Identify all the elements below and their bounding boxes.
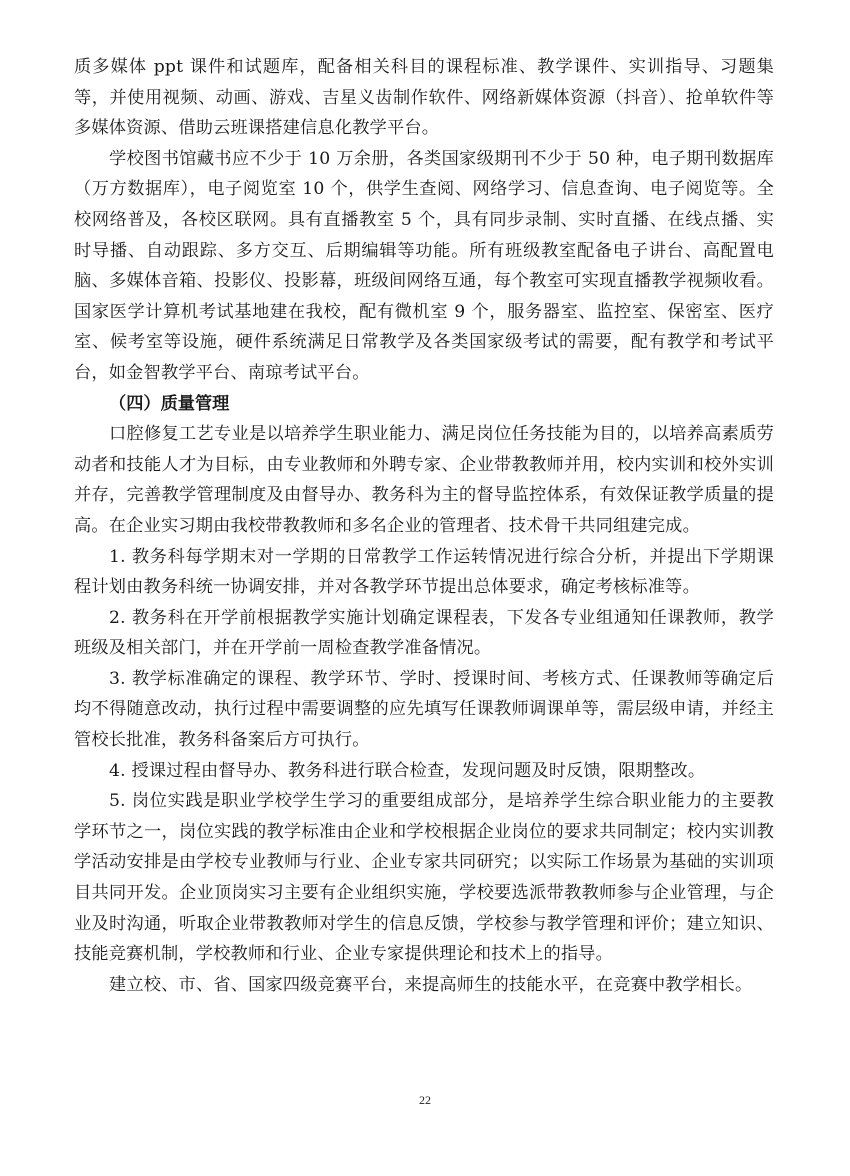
paragraph-item-4: 4. 授课过程由督导办、教务科进行联合检查，发现问题及时反馈，限期整改。 (109, 760, 706, 781)
paragraph-quality-overview: 口腔修复工艺专业是以培养学生职业能力、满足岗位任务技能为目的，以培养高素质劳动者和技能人才为目标，由专业教师和外聘专家、企业带教教师并用，校内实训和校外实训并存，完善教学管理制度及由督导办、教务科为主的督导监控体系，有效保证教学质量的提高。在企业实习期由我校带教教师和多名企业的管理者、技术骨干共同组建完成。 (74, 424, 774, 536)
page-body (74, 52, 774, 1000)
paragraph-item-2: 2. 教务科在开学前根据教学实施计划确定课程表，下发各专业组通知任课教师，教学班级及相关部门，并在开学前一周检查教学准备情况。 (74, 607, 774, 659)
paragraph-library-facilities: 学校图书馆藏书应不少于 10 万余册，各类国家级期刊不少于 50 种，电子期刊数据库（万方数据库），电子阅览室 10 个，供学生查阅、网络学习、信息查询、电子阅览等。全校网络普及，各校区联网。具有直播教室 5 个，具有同步录制、实时直播、在线点播、实时导播、自动跟踪、多方交互、后期编辑等功能。所有班级教室配备电子讲台、高配置电脑、多媒体音箱、投影仪、投影幕，班级间网络互通，每个教室可实现直播教学视频收看。国家医学计算机考试基地建在我校，配有微机室 9 个，服务器室、监控室、保密室、医疗室、候考室等设施，硬件系统满足日常教学及各类国家级考试的需要，配有教学和考试平台，如金智教学平台、南琼考试平台。 (74, 148, 774, 383)
paragraph-item-5: 5. 岗位实践是职业学校学生学习的重要组成部分，是培养学生综合职业能力的主要教学环节之一，岗位实践的教学标准由企业和学校根据企业岗位的要求共同制定；校内实训教学活动安排是由学校专业教师与行业、企业专家共同研究；以实际工作场景为基础的实训项目共同开发。企业顶岗实习主要有企业组织实施，学校要选派带教教师参与企业管理，与企业及时沟通，听取企业带教教师对学生的信息反馈，学校参与教学管理和评价；建立知识、技能竞赛机制，学校教师和行业、企业专家提供理论和技术上的指导。 (74, 791, 774, 965)
paragraph-item-3: 3. 教学标准确定的课程、教学环节、学时、授课时间、考核方式、任课教师等确定后均不得随意改动，执行过程中需要调整的应先填写任课教师调课单等，需层级申请，并经主管校长批准，教务科备案后方可执行。 (74, 668, 774, 751)
paragraph-teaching-resources: 质多媒体 ppt 课件和试题库，配备相关科目的课程标准、教学课件、实训指导、习题集等，并使用视频、动画、游戏、吉星义齿制作软件、网络新媒体资源（抖音）、抢单软件等多媒体资源、借助云班课搭建信息化教学平台。 (74, 57, 774, 139)
paragraph-competition-platform: 建立校、市、省、国家四级竞赛平台，来提高师生的技能水平，在竞赛中教学相长。 (109, 974, 753, 995)
paragraph-item-1: 1. 教务科每学期末对一学期的日常教学工作运转情况进行综合分析，并提出下学期课程计划由教务科统一协调安排，并对各教学环节提出总体要求，确定考核标准等。 (74, 546, 774, 598)
page-number: 22 (419, 1093, 431, 1107)
section-heading-quality-management: （四）质量管理 (109, 393, 230, 414)
